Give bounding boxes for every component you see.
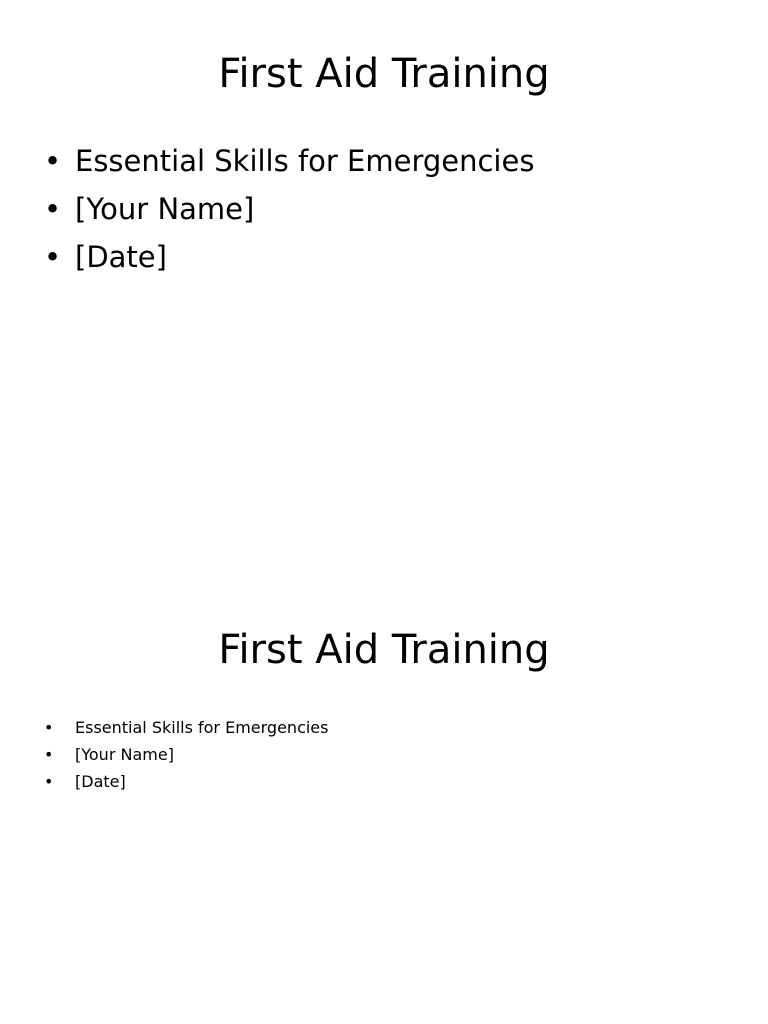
bullet-text: [Your Name] xyxy=(75,745,174,764)
bullet-icon: • xyxy=(44,718,54,737)
list-item xyxy=(44,741,328,768)
list-item xyxy=(44,137,534,185)
list-item xyxy=(44,233,534,281)
list-item xyxy=(44,714,328,741)
bullet-icon: • xyxy=(44,192,62,226)
bullet-list xyxy=(44,137,534,281)
slide-title: First Aid Training xyxy=(218,627,550,673)
bullet-icon: • xyxy=(44,772,54,791)
bullet-text: Essential Skills for Emergencies xyxy=(75,718,329,737)
bullet-list xyxy=(44,714,328,795)
list-item xyxy=(44,185,534,233)
bullet-icon: • xyxy=(44,240,62,274)
bullet-text: Essential Skills for Emergencies xyxy=(75,144,535,178)
bullet-icon: • xyxy=(44,745,54,764)
bullet-text: [Date] xyxy=(75,772,126,791)
bullet-text: [Your Name] xyxy=(75,192,255,226)
list-item xyxy=(44,768,328,795)
bullet-icon: • xyxy=(44,144,62,178)
bullet-text: [Date] xyxy=(75,240,167,274)
slide-2 xyxy=(0,576,768,1024)
slide-title: First Aid Training xyxy=(218,51,550,97)
